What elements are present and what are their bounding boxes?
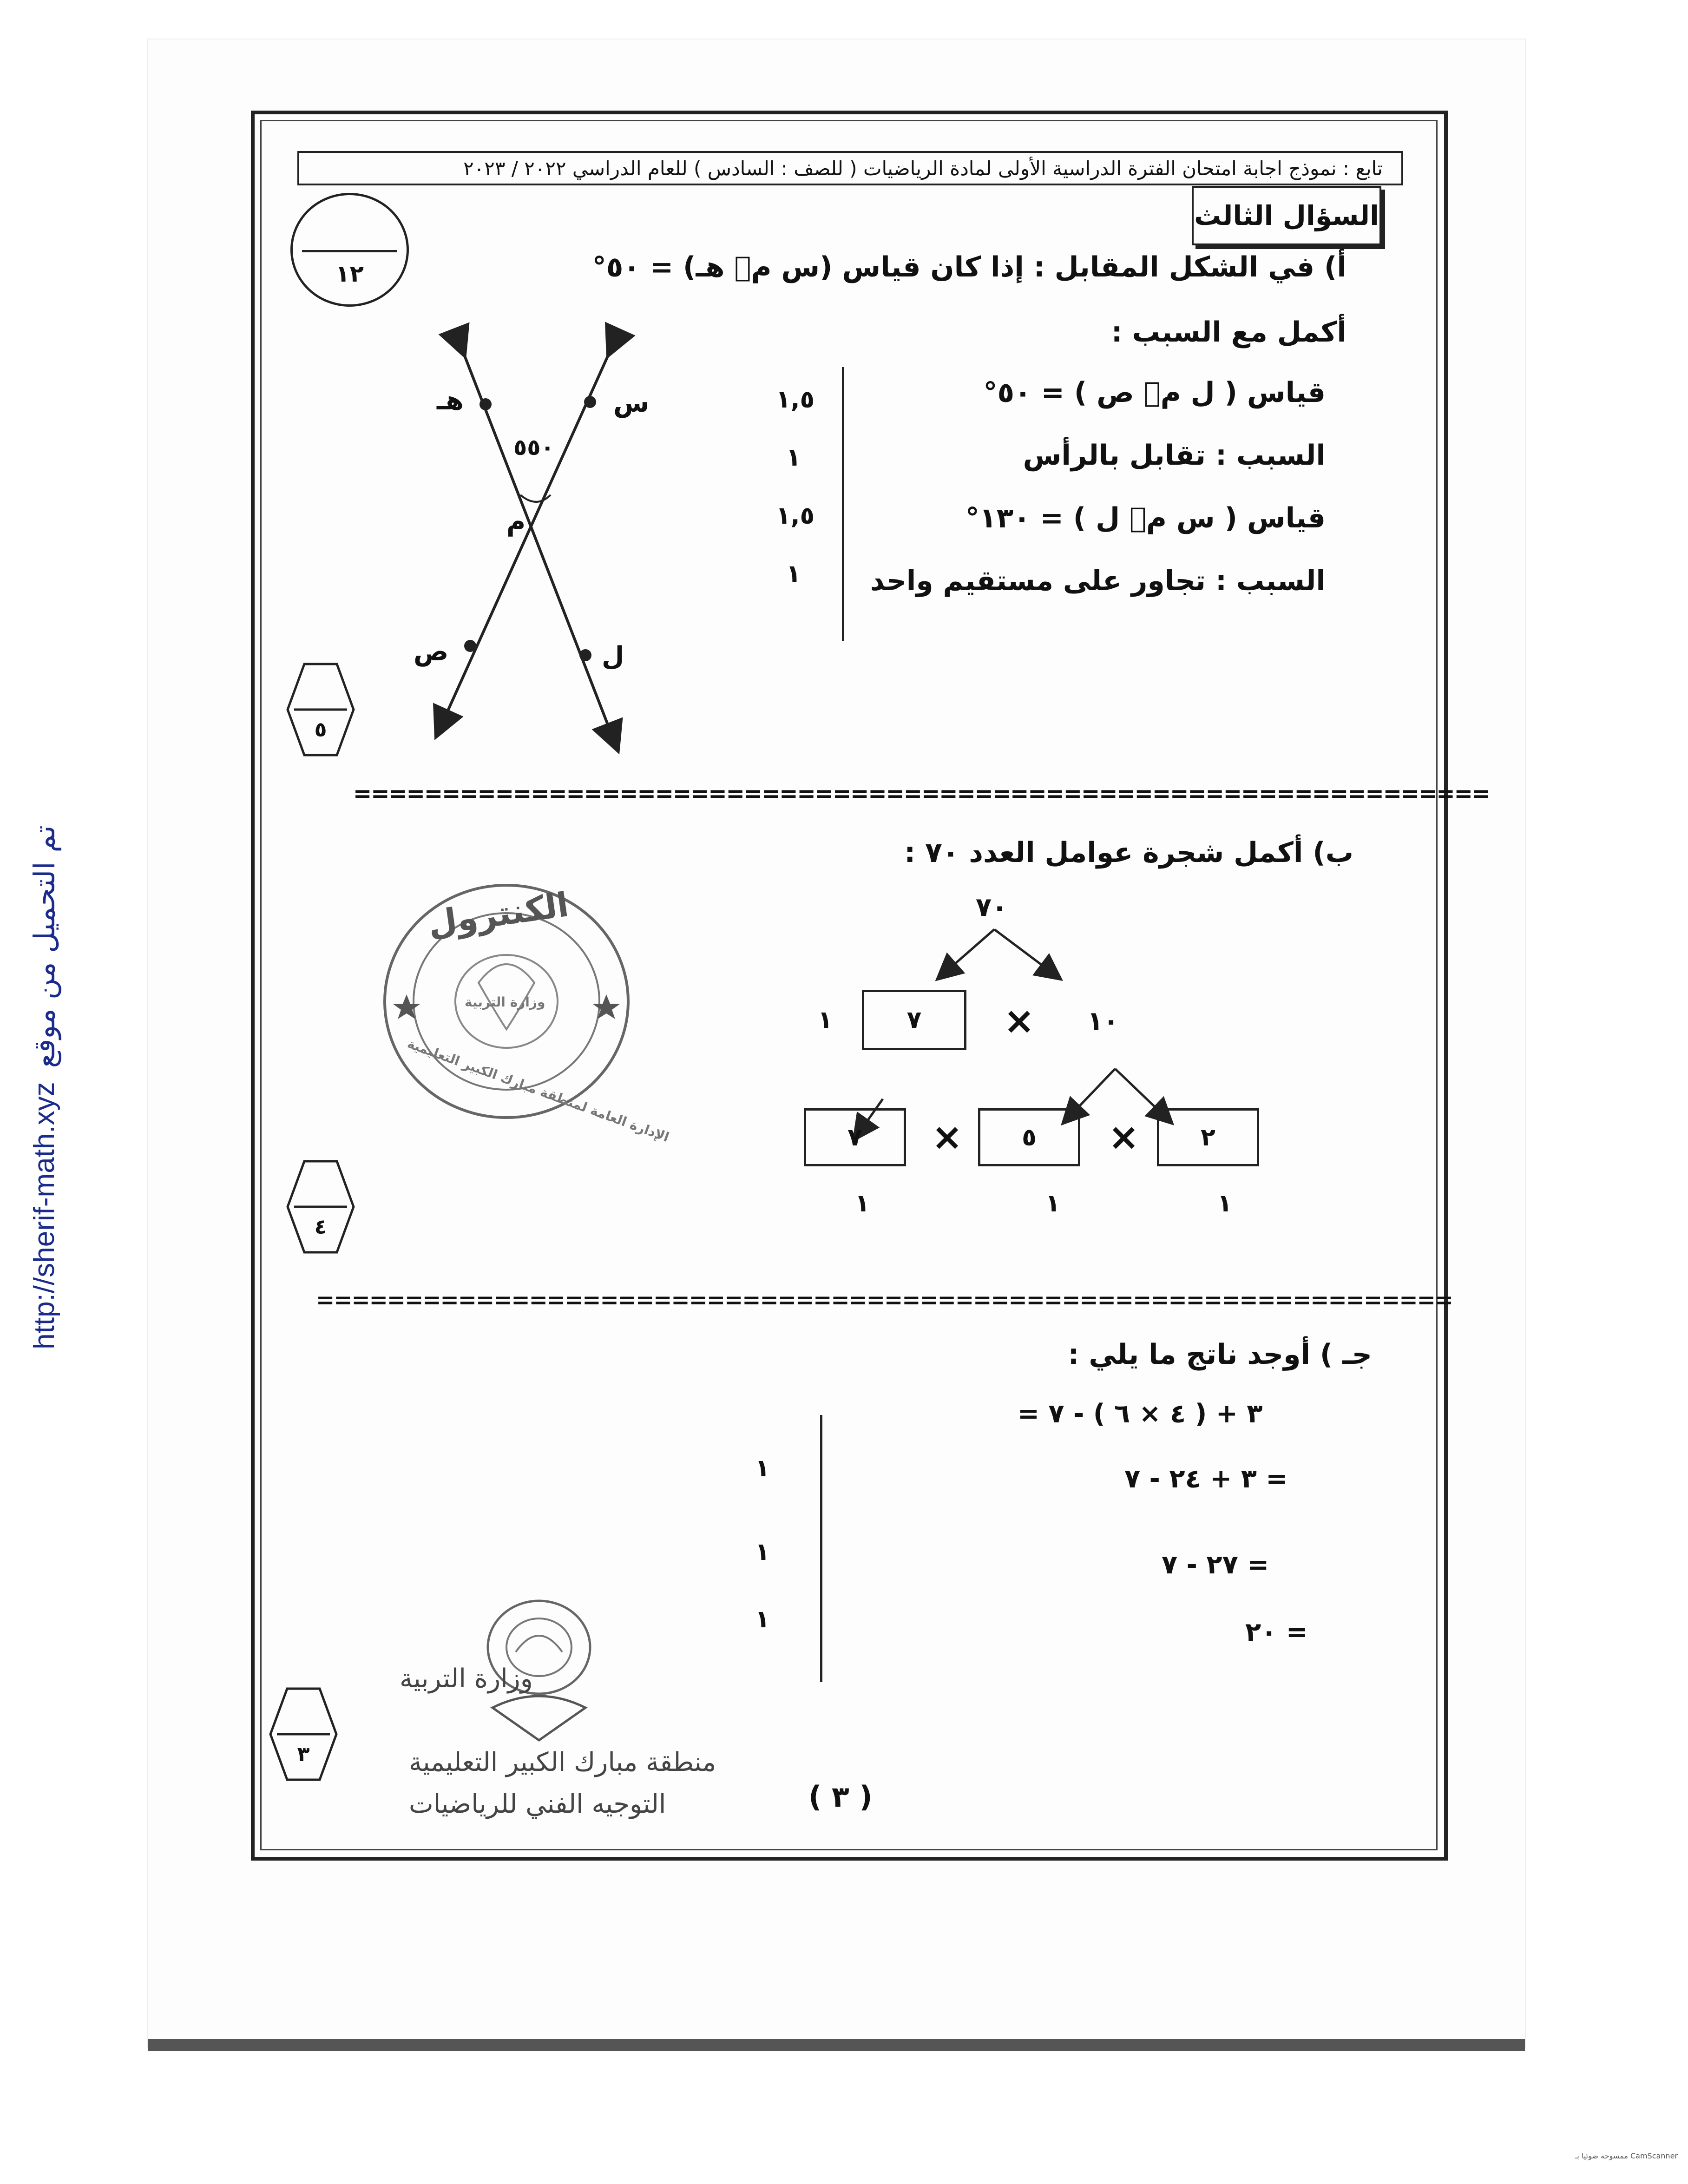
tree-box-7	[804, 1108, 906, 1166]
part-a-line-3: قياس ( س مٖ ل ) = ١٣٠°	[965, 502, 1326, 534]
part-c-score-hexagon	[269, 1687, 338, 1782]
scan-edge	[148, 2039, 1525, 2051]
part-a-line-4: السبب : تجاور على مستقيم واحد	[870, 565, 1326, 597]
question-title-text: السؤال الثالث	[1194, 200, 1379, 231]
part-c-mark-2: ١	[755, 1538, 770, 1566]
side-link-prefix: تم التحميل من موقع	[27, 825, 61, 1068]
part-b-prompt: ب) أكمل شجرة عوامل العدد ٧٠ :	[904, 836, 1353, 869]
label-sad: ص	[414, 637, 449, 667]
page-number: ( ٣ )	[808, 1780, 873, 1814]
tree-mark-level1: ١	[818, 1006, 833, 1034]
side-download-link	[14, 669, 74, 1506]
stamp-inner-text: وزارة التربية	[465, 994, 545, 1010]
stamp-top-text: الكنترول	[425, 885, 571, 943]
part-a-line-1: قياس ( ل مٖ ص ) = ٥٠°	[983, 376, 1326, 409]
total-mark-badge	[290, 193, 409, 307]
part-a-score: ٥	[314, 718, 327, 742]
tree-mark-5: ١	[1045, 1190, 1060, 1217]
separator-2: ================================================================	[316, 1287, 1452, 1313]
part-a-mark-1: ١,٥	[776, 386, 815, 414]
part-a-instruction: أكمل مع السبب :	[1111, 316, 1346, 349]
separator-1: ================================================================	[353, 781, 1490, 807]
badge-divider	[302, 250, 397, 252]
part-a-mark-2: ١	[786, 444, 801, 472]
part-c-step-2: = ٣ + ٢٤ - ٧	[1124, 1464, 1288, 1494]
footer-line-1: منطقة مبارك الكبير التعليمية	[409, 1747, 716, 1777]
tree-mark-2: ١	[1217, 1190, 1232, 1217]
times-sign-3: ×	[1108, 1115, 1140, 1158]
point-s	[584, 396, 596, 408]
scanner-caption: CamScanner ممسوحة ضوئيا بـ	[1575, 2151, 1678, 2160]
exam-header-text: تابع : نموذج اجابة امتحان الفترة الدراسية الأولى لمادة الرياضيات ( للصف : السادس ) للعام الدراسي ٢٠٢٢ / ٢٠٢٣	[463, 157, 1383, 180]
exam-header	[297, 151, 1403, 185]
side-link-url[interactable]: http://sherif-math.xyz	[28, 1082, 60, 1349]
label-lam: ل	[602, 641, 624, 671]
part-b-score-hexagon	[286, 1159, 355, 1255]
part-c-prompt: جـ ) أوجد ناتج ما يلي :	[1068, 1338, 1372, 1371]
point-lam	[579, 649, 591, 661]
tree-box-2-value: ٢	[1201, 1123, 1215, 1151]
tree-box-5	[978, 1108, 1080, 1166]
tree-value-10: ١٠	[1087, 1006, 1119, 1036]
times-sign-2: ×	[932, 1115, 963, 1158]
times-sign-1: ×	[1004, 999, 1035, 1042]
part-c-score: ٣	[297, 1743, 310, 1766]
tree-box-5-value: ٥	[1022, 1123, 1037, 1151]
part-a-line-2: السبب : تقابل بالرأس	[1023, 439, 1326, 472]
tree-box-2	[1157, 1108, 1259, 1166]
label-s: س	[613, 388, 650, 418]
part-c-step-1: ٣ + ( ٤ × ٦ ) - ٧ =	[1018, 1399, 1263, 1429]
footer-line-2: التوجيه الفني للرياضيات	[409, 1789, 666, 1819]
logo-text: وزارة التربية	[400, 1664, 533, 1694]
label-m: م	[506, 507, 526, 537]
part-a-mark-4: ١	[786, 560, 801, 588]
part-c-mark-divider	[820, 1415, 822, 1682]
tree-box-7-level1-value: ٧	[906, 1006, 922, 1034]
label-h: هـ	[437, 386, 464, 416]
part-c-mark-3: ١	[755, 1605, 770, 1633]
part-a-mark-divider	[842, 367, 844, 641]
part-a-score-hexagon	[286, 662, 355, 757]
question-title	[1192, 186, 1381, 245]
part-c-step-4: = ٢٠	[1245, 1617, 1308, 1647]
tree-root: ٧٠	[976, 892, 1008, 922]
part-c-step-3: = ٢٧ - ٧	[1162, 1550, 1269, 1580]
tree-box-7-level1	[862, 990, 966, 1050]
angle-label: ٥٥٠	[513, 434, 554, 460]
part-c-mark-1: ١	[755, 1454, 770, 1482]
tree-box-7-value: ٧	[847, 1123, 862, 1151]
point-sad	[464, 640, 476, 652]
point-h	[479, 398, 492, 410]
part-a-prompt: أ) في الشكل المقابل : إذا كان قياس (س مٖ هـ) = ٥٠°	[592, 251, 1346, 283]
part-b-score: ٤	[314, 1215, 327, 1239]
stamp-ring-text: الإدارة العامة لمنطقة مبارك الكبير التعليمية	[405, 1035, 671, 1145]
tree-mark-7: ١	[855, 1190, 870, 1217]
part-a-mark-3: ١,٥	[776, 502, 815, 530]
total-mark: ١٢	[335, 260, 364, 287]
